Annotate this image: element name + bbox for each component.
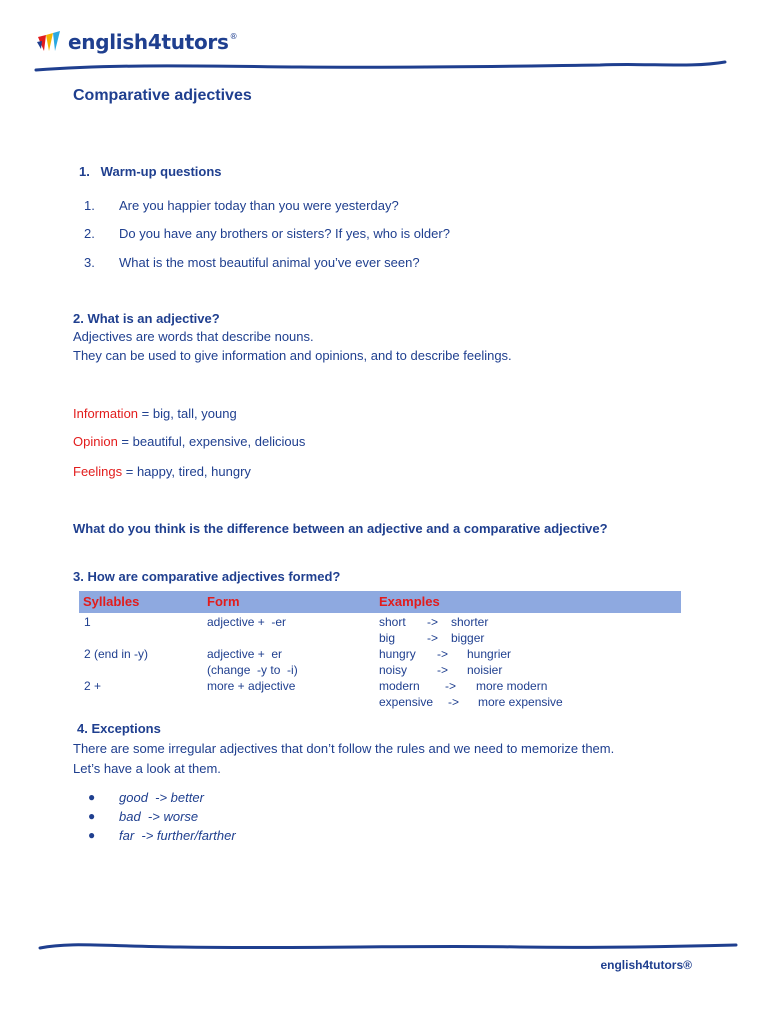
column-header-examples: Examples: [379, 594, 440, 609]
example-base: noisy: [379, 663, 408, 677]
table-cell-syllables: 2 (end in -y): [84, 647, 149, 661]
example-comparative: shorter: [451, 615, 489, 629]
example-base: expensive: [379, 695, 434, 709]
table-cell-form: adjective + -er: [207, 615, 287, 629]
question-text: What is the most beautiful animal you’ve ever seen?: [119, 255, 420, 270]
example-arrow: ->: [437, 663, 449, 677]
table-header: [79, 591, 681, 613]
example-arrow: ->: [445, 679, 457, 693]
bullet-icon: ●: [88, 809, 96, 823]
example-comparative: more modern: [476, 679, 548, 693]
table-cell-form: more + adjective: [207, 679, 296, 693]
example-arrow: ->: [427, 615, 439, 629]
column-header-syllables: Syllables: [83, 594, 140, 609]
exception-item: bad -> worse: [119, 809, 199, 824]
type-examples: = beautiful, expensive, delicious: [117, 434, 306, 449]
question-text: Do you have any brothers or sisters? If yes, who is older?: [119, 226, 450, 241]
header-divider: [0, 56, 768, 78]
bullet-icon: ●: [88, 790, 96, 804]
table-cell-syllables: 2 +: [84, 679, 102, 693]
exceptions-intro: Let’s have a look at them.: [73, 761, 221, 776]
type-label: Feelings: [73, 464, 123, 479]
question-text: Are you happier today than you were yesterday?: [119, 198, 399, 213]
example-comparative: more expensive: [478, 695, 563, 709]
example-base: hungry: [379, 647, 416, 661]
bullet-icon: ●: [88, 828, 96, 842]
column-header-form: Form: [207, 594, 240, 609]
example-arrow: ->: [427, 631, 439, 645]
type-label: Information: [73, 406, 139, 421]
table-cell-form-note: (change -y to -i): [207, 663, 298, 677]
logo-mark-icon: [36, 31, 62, 53]
adjective-type-information: [73, 406, 237, 421]
brand-logo: [36, 30, 237, 54]
adjective-type-feelings: [73, 464, 251, 479]
definition-line: Adjectives are words that describe nouns.: [73, 329, 314, 344]
comparative-table: [79, 591, 681, 709]
question-number: 3.: [84, 255, 95, 270]
type-label: Opinion: [73, 434, 118, 449]
table-cell-syllables: 1: [84, 615, 91, 629]
footer-divider: [0, 936, 768, 958]
example-base: short: [379, 615, 406, 629]
discussion-question: What do you think is the difference between an adjective and a comparative adjective?: [73, 521, 608, 536]
example-comparative: hungrier: [467, 647, 512, 661]
adjective-type-opinion: [73, 434, 305, 449]
example-base: modern: [379, 679, 420, 693]
question-number: 1.: [84, 198, 95, 213]
example-arrow: ->: [437, 647, 449, 661]
type-examples: = happy, tired, hungry: [122, 464, 251, 479]
type-examples: = big, tall, young: [138, 406, 237, 421]
section-2-heading: 2. What is an adjective?: [73, 311, 220, 326]
exception-item: far -> further/farther: [119, 828, 236, 843]
exception-item: good -> better: [119, 790, 204, 805]
footer-brand: english4tutors®: [600, 958, 692, 972]
exceptions-intro: There are some irregular adjectives that don’t follow the rules and we need to memorize them.: [73, 741, 615, 756]
example-arrow: ->: [448, 695, 460, 709]
section-4-heading: 4. Exceptions: [77, 721, 161, 736]
example-base: big: [379, 631, 396, 645]
section-3-heading: 3. How are comparative adjectives formed?: [73, 569, 341, 584]
definition-line: They can be used to give information and opinions, and to describe feelings.: [73, 348, 512, 363]
example-comparative: noisier: [467, 663, 503, 677]
page-title: Comparative adjectives: [73, 87, 252, 104]
brand-name: english4tutors®: [68, 30, 238, 54]
section-1-heading: 1. Warm-up questions: [79, 164, 222, 179]
example-comparative: bigger: [451, 631, 485, 645]
table-cell-form: adjective + er: [207, 647, 283, 661]
question-number: 2.: [84, 226, 95, 241]
